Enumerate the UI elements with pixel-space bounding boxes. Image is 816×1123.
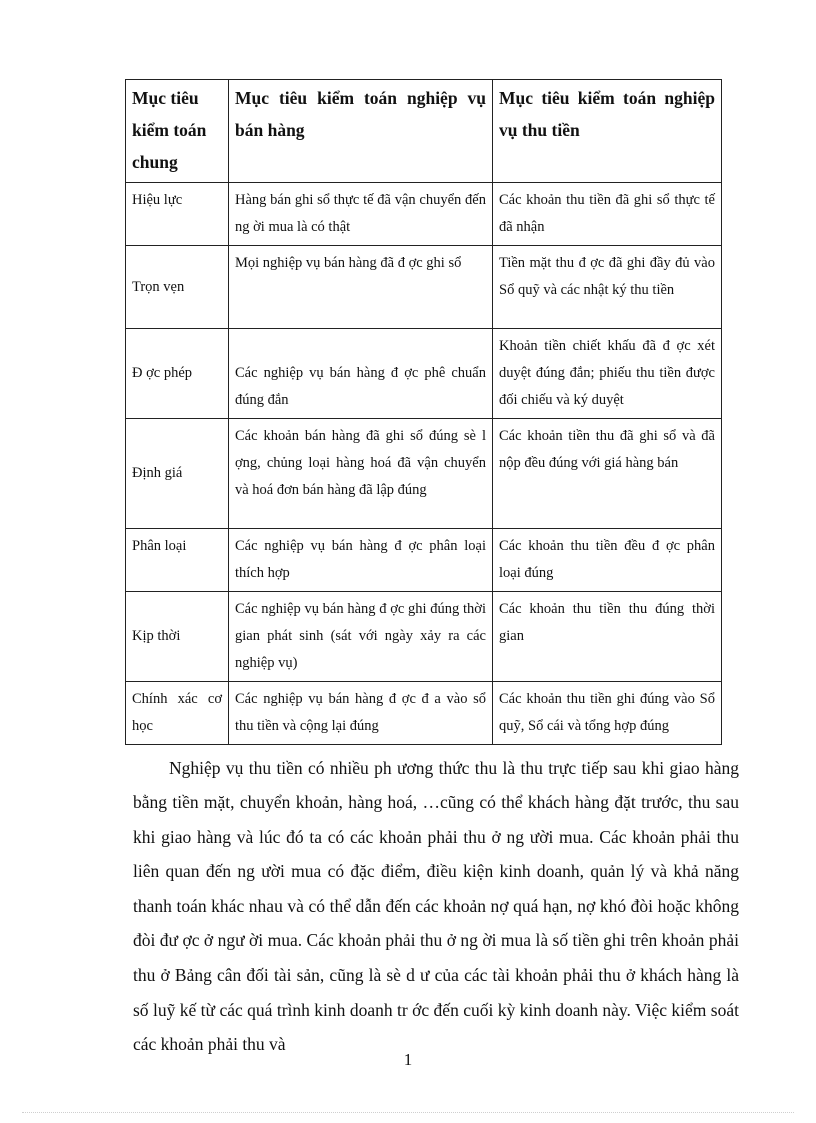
table-row (126, 183, 722, 246)
row-sales: Mọi nghiệp vụ bán hàng đã đ ợc ghi sổ (229, 246, 493, 329)
row-collection: Các khoản thu tiền đã ghi sổ thực tế đã nhận (493, 183, 722, 246)
row-sales: Các nghiệp vụ bán hàng đ ợc phân loại thích hợp (229, 529, 493, 592)
row-general: Hiệu lực (126, 183, 229, 246)
row-general: Đ ợc phép (126, 329, 229, 419)
row-collection: Khoản tiền chiết khấu đã đ ợc xét duyệt đúng đắn; phiếu thu tiền được đối chiếu và ký duyệt (493, 329, 722, 419)
row-collection: Các khoản tiền thu đã ghi sổ và đã nộp đều đúng với giá hàng bán (493, 419, 722, 529)
row-sales: Các nghiệp vụ bán hàng đ ợc đ a vào sổ thu tiền và cộng lại đúng (229, 682, 493, 745)
row-general: Chính xác cơ học (126, 682, 229, 745)
row-general: Trọn vẹn (126, 246, 229, 329)
header-sales-objective: Mục tiêu kiểm toán nghiệp vụ bán hàng (229, 80, 493, 183)
row-collection: Các khoản thu tiền ghi đúng vào Sổ quỹ, Sổ cái và tổng hợp đúng (493, 682, 722, 745)
row-sales: Các khoản bán hàng đã ghi sổ đúng sè l ợng, chủng loại hàng hoá đã vận chuyển và hoá đơn bán hàng đã lập đúng (229, 419, 493, 529)
row-general: Định giá (126, 419, 229, 529)
header-collection-objective: Mục tiêu kiểm toán nghiệp vụ thu tiền (493, 80, 722, 183)
row-general: Phân loại (126, 529, 229, 592)
table-row (126, 419, 722, 529)
body-paragraph: Nghiệp vụ thu tiền có nhiều ph ương thức thu là thu trực tiếp sau khi giao hàng bằng tiền mặt, chuyển khoản, hàng hoá, …cũng có thể khách hàng đặt trước, thu sau khi giao hàng và lúc đó ta có các khoản phải thu ở ng ười mua. Các khoản phải thu liên quan đến ng ười mua có đặc điểm, điều kiện kinh doanh, quản lý và khả năng thanh toán khác nhau và có thể dẫn đến các khoản nợ quá hạn, nợ khó đòi hoặc không đòi đư ợc ở ngư ời mua. Các khoản phải thu ở ng ời mua là số tiền ghi trên khoản phải thu ở Bảng cân đối tài sản, cũng là sè d ư của các tài khoản phải thu ở khách hàng là số luỹ kế từ các quá trình kinh doanh tr ớc đến cuối kỳ kinh doanh này. Việc kiểm soát các khoản phải thu và (133, 757, 739, 1055)
table-header-row (126, 80, 722, 183)
row-sales: Các nghiệp vụ bán hàng đ ợc phê chuẩn đúng đắn (229, 329, 493, 419)
table-row (126, 682, 722, 745)
header-general-objective: Mục tiêu kiểm toán chung (126, 80, 229, 183)
page-number: 1 (403, 1050, 413, 1069)
table-row (126, 246, 722, 329)
audit-objectives-table (125, 79, 722, 745)
row-sales: Hàng bán ghi sổ thực tế đã vận chuyển đến ng ời mua là có thật (229, 183, 493, 246)
row-collection: Các khoản thu tiền đều đ ợc phân loại đúng (493, 529, 722, 592)
row-sales: Các nghiệp vụ bán hàng đ ợc ghi đúng thời gian phát sinh (sát với ngày xảy ra các nghiệp vụ) (229, 592, 493, 682)
table-row (126, 529, 722, 592)
row-collection: Các khoản thu tiền thu đúng thời gian (493, 592, 722, 682)
table-row (126, 592, 722, 682)
table-row (126, 329, 722, 419)
row-collection: Tiền mặt thu đ ợc đã ghi đầy đủ vào Sổ quỹ và các nhật ký thu tiền (493, 246, 722, 329)
page-bottom-divider (22, 1112, 794, 1113)
row-general: Kịp thời (126, 592, 229, 682)
